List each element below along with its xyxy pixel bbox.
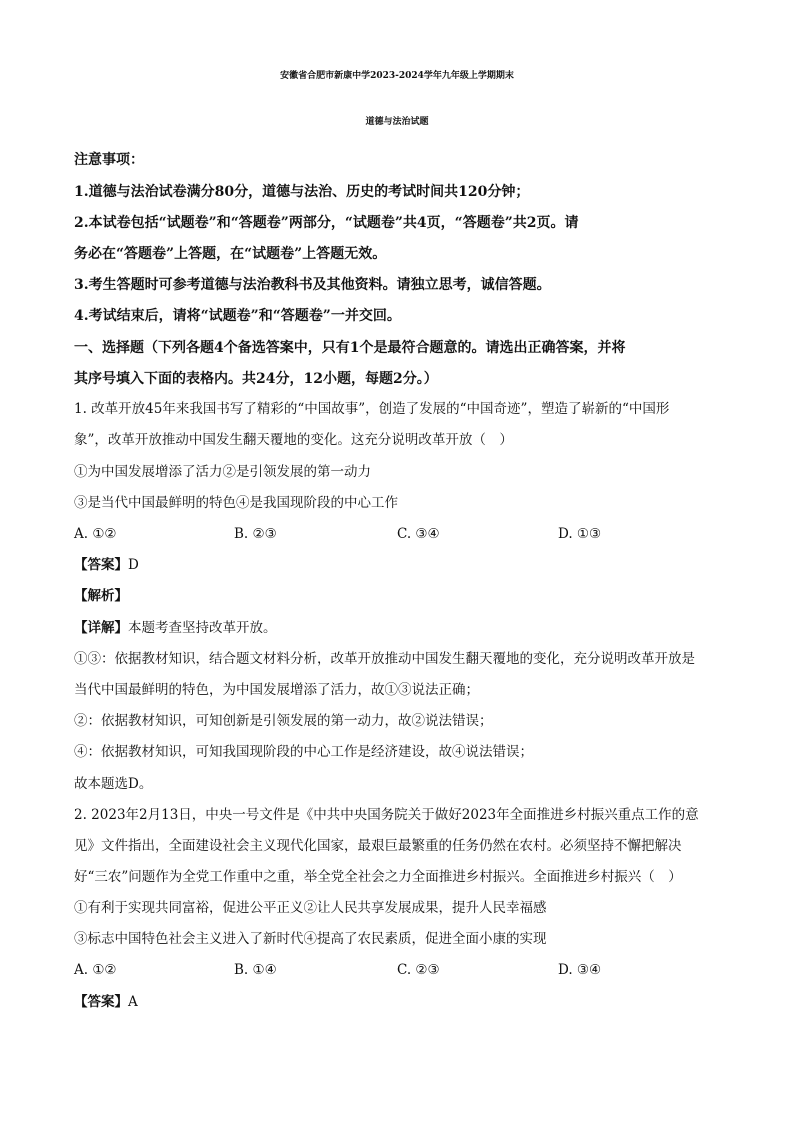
answer-tag: 【答案】	[74, 994, 128, 1010]
q1-option-a: A. ①②	[74, 526, 117, 542]
q2-stem-cont: 好“三农”问题作为全党工作重中之重，举全党全社会之力全面推进乡村振兴。全面推进乡村振兴（ ）	[74, 869, 682, 885]
q2-option-c: C. ②③	[397, 962, 440, 978]
q1-option-c: C. ③④	[397, 526, 440, 542]
q1-explain-line: ④：依据教材知识，可知我国现阶段的中心工作是经济建设，故④说法错误；	[74, 744, 533, 760]
q2-option-b: B. ①④	[234, 962, 277, 978]
q1-statement: ③是当代中国最鲜明的特色④是我国现阶段的中心工作	[74, 495, 398, 511]
detail-intro: 本题考查坚持改革开放。	[128, 620, 277, 636]
note-item: 2.本试卷包括“试题卷”和“答题卷”两部分，“试题卷”共4页，“答题卷”共2页。请	[74, 215, 579, 231]
q1-option-d: D. ①③	[558, 526, 602, 542]
q2-option-d: D. ③④	[558, 962, 602, 978]
q1-conclusion: 故本题选D。	[74, 776, 153, 792]
q2-stem: 2. 2023年2月13日，中央一号文件是《中共中央国务院关于做好2023年全面推进乡村振兴重点工作的意	[74, 807, 699, 823]
q2-stem-cont: 见》文件指出，全面建设社会主义现代化国家，最艰巨最繁重的任务仍然在农村。必须坚持不懈把解决	[74, 838, 682, 854]
q1-stem: 1. 改革开放45年来我国书写了精彩的“中国故事”，创造了发展的“中国奇迹”，塑造了崭新的“中国形	[74, 401, 670, 417]
note-item: 4.考试结束后，请将“试题卷”和“答题卷”一并交回。	[74, 308, 401, 324]
note-item: 务必在“答题卷”上答题，在“试题卷”上答题无效。	[74, 246, 387, 262]
exam-title: 安徽省合肥市新康中学2023-2024学年九年级上学期期末	[280, 71, 514, 81]
exam-subtitle: 道德与法治试题	[365, 117, 429, 127]
q2-option-a: A. ①②	[74, 962, 117, 978]
answer-value: D	[128, 557, 139, 573]
section-heading-cont: 其序号填入下面的表格内。共24分，12小题，每题2分。）	[74, 371, 438, 387]
note-item: 3.考生答题时可参考道德与法治教科书及其他资料。请独立思考，诚信答题。	[74, 277, 551, 293]
notes-heading: 注意事项：	[74, 152, 144, 168]
q1-explain-line: ②：依据教材知识，可知创新是引领发展的第一动力，故②说法错误；	[74, 713, 493, 729]
q1-analysis-tag: 【解析】	[74, 588, 128, 604]
detail-tag: 【详解】	[74, 620, 128, 636]
q1-statement: ①为中国发展增添了活力②是引领发展的第一动力	[74, 464, 371, 480]
answer-tag: 【答案】	[74, 557, 128, 573]
q1-explain-line: ①③：依据教材知识，结合题文材料分析，改革开放推动中国发生翻天覆地的变化，充分说明改革开放是	[74, 651, 695, 667]
q1-answer	[74, 555, 139, 575]
q2-answer	[74, 992, 138, 1012]
answer-value: A	[128, 994, 138, 1010]
q1-detail	[74, 618, 277, 638]
q1-explain-line: 当代中国最鲜明的特色，为中国发展增添了活力，故①③说法正确；	[74, 682, 479, 698]
q1-option-b: B. ②③	[234, 526, 277, 542]
note-item: 1.道德与法治试卷满分80分，道德与法治、历史的考试时间共120分钟；	[74, 184, 530, 200]
q1-stem-cont: 象”，改革开放推动中国发生翻天覆地的变化。这充分说明改革开放（ ）	[74, 432, 513, 448]
section-heading: 一、选择题（下列各题4个备选答案中，只有1个是最符合题意的。请选出正确答案，并将	[74, 340, 626, 356]
q2-statement: ③标志中国特色社会主义进入了新时代④提高了农民素质，促进全面小康的实现	[74, 931, 547, 947]
q2-statement: ①有利于实现共同富裕，促进公平正义②让人民共享发展成果，提升人民幸福感	[74, 900, 547, 916]
